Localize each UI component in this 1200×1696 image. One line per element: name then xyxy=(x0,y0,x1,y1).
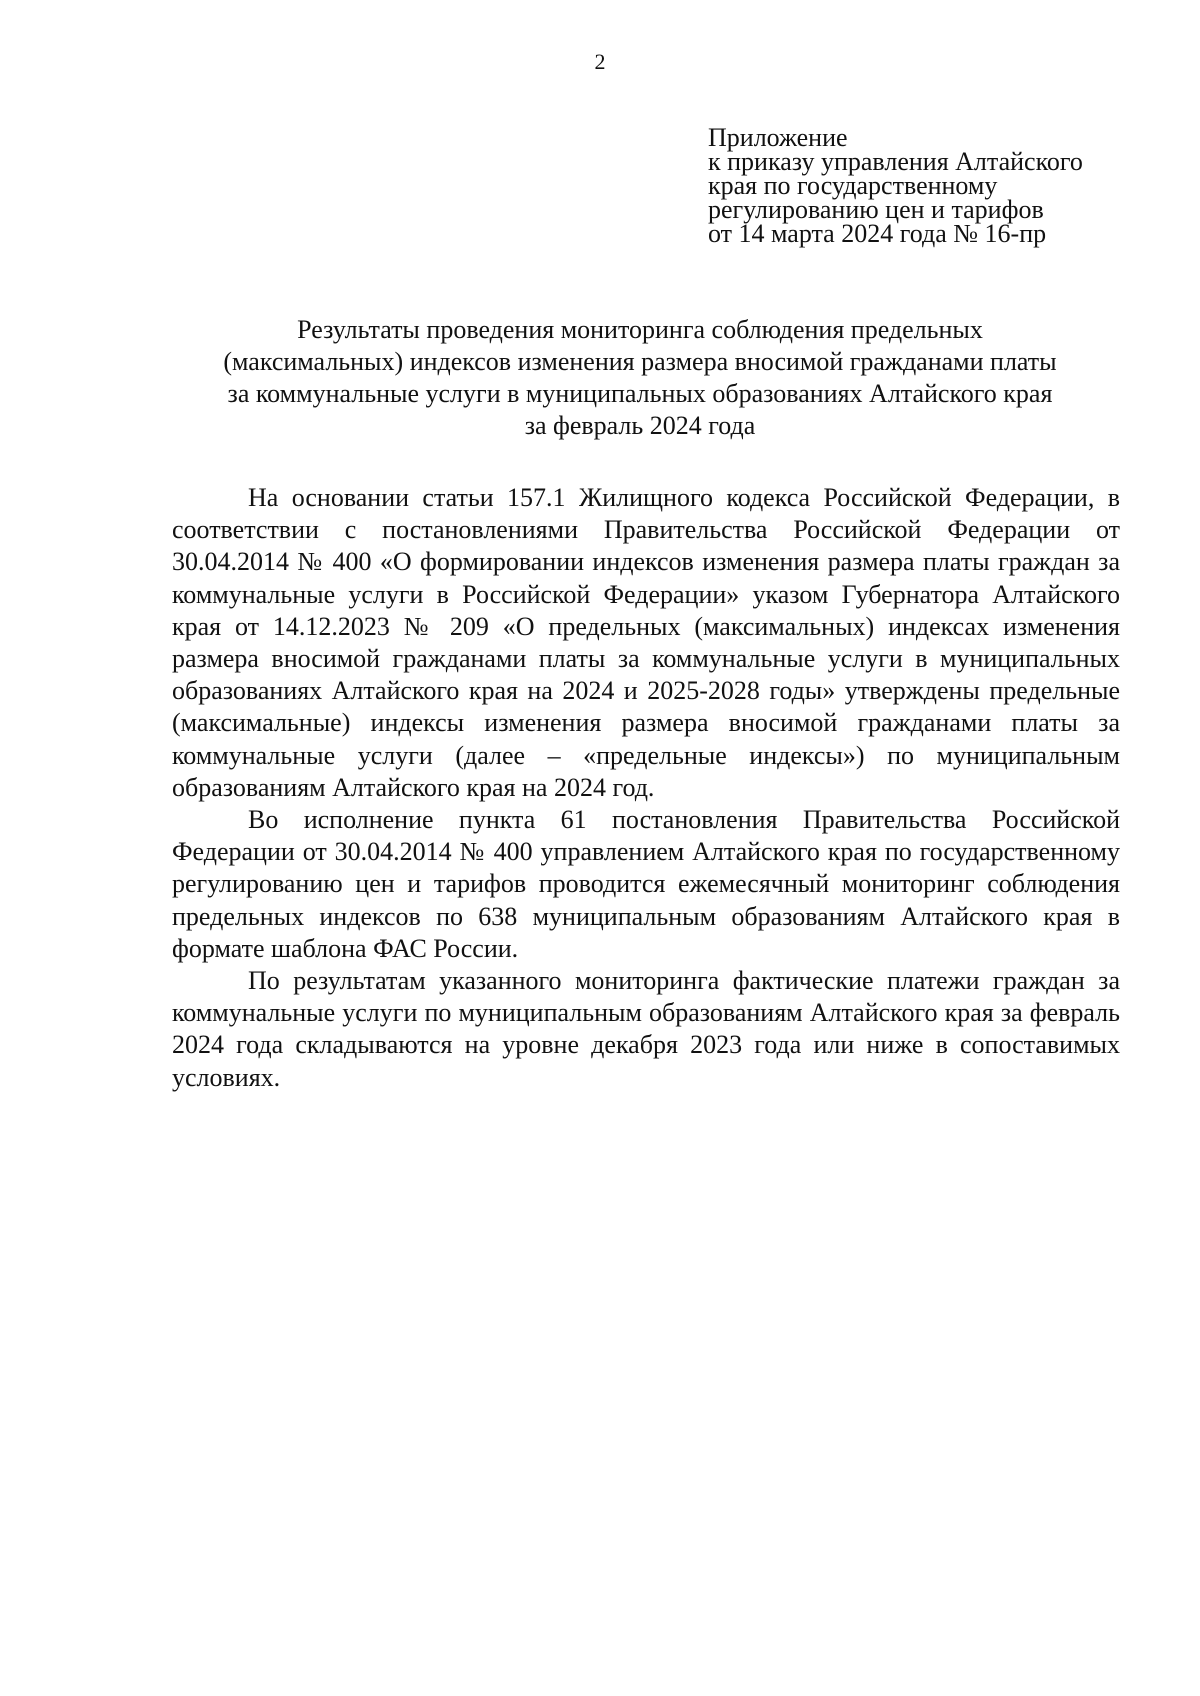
appendix-line: регулированию цен и тарифов xyxy=(708,195,1044,224)
title-line: за февраль 2024 года xyxy=(524,411,756,440)
page-number: 2 xyxy=(594,49,606,74)
title-line: за коммунальные услуги в муниципальных образованиях Алтайского края xyxy=(227,379,1053,408)
title-line: Результаты проведения мониторинга соблюдения предельных xyxy=(297,315,983,344)
appendix-line: Приложение xyxy=(708,123,848,152)
document-body xyxy=(172,482,1120,1094)
body-paragraph: На основании статьи 157.1 Жилищного кодекса Российской Федерации, в соответствии с постановлениями Правительства Российской Федерации от 30.04.2014 № 400 «О формировании индексов изменения размера платы граждан за коммунальные услуги в Российской Федерации» указом Губернатора Алтайского края от 14.12.2023 № 209 «О предельных (максимальных) индексах изменения размера вносимой гражданами платы за коммунальные услуги в муниципальных образованиях Алтайского края на 2024 и 2025-2028 годы» утверждены предельные (максимальные) индексы изменения размера вносимой гражданами платы за коммунальные услуги (далее – «предельные индексы») по муниципальным образованиям Алтайского края на 2024 год. xyxy=(172,483,1120,802)
body-paragraph: Во исполнение пункта 61 постановления Правительства Российской Федерации от 30.04.2014 № 400 управлением Алтайского края по государственному регулированию цен и тарифов проводится ежемесячный мониторинг соблюдения предельных индексов по 638 муниципальным образованиям Алтайского края в формате шаблона ФАС России. xyxy=(172,805,1120,963)
appendix-block xyxy=(708,123,1148,248)
document-title xyxy=(160,314,1120,442)
title-line: (максимальных) индексов изменения размера вносимой гражданами платы xyxy=(223,347,1057,376)
body-paragraph: По результатам указанного мониторинга фактические платежи граждан за коммунальные услуги по муниципальным образованиям Алтайского края за февраль 2024 года складываются на уровне декабря 2023 года или ниже в сопоставимых условиях. xyxy=(172,966,1120,1092)
appendix-line: от 14 марта 2024 года № 16-пр xyxy=(708,219,1047,248)
appendix-line: к приказу управления Алтайского xyxy=(708,147,1083,176)
appendix-line: края по государственному xyxy=(708,171,998,200)
